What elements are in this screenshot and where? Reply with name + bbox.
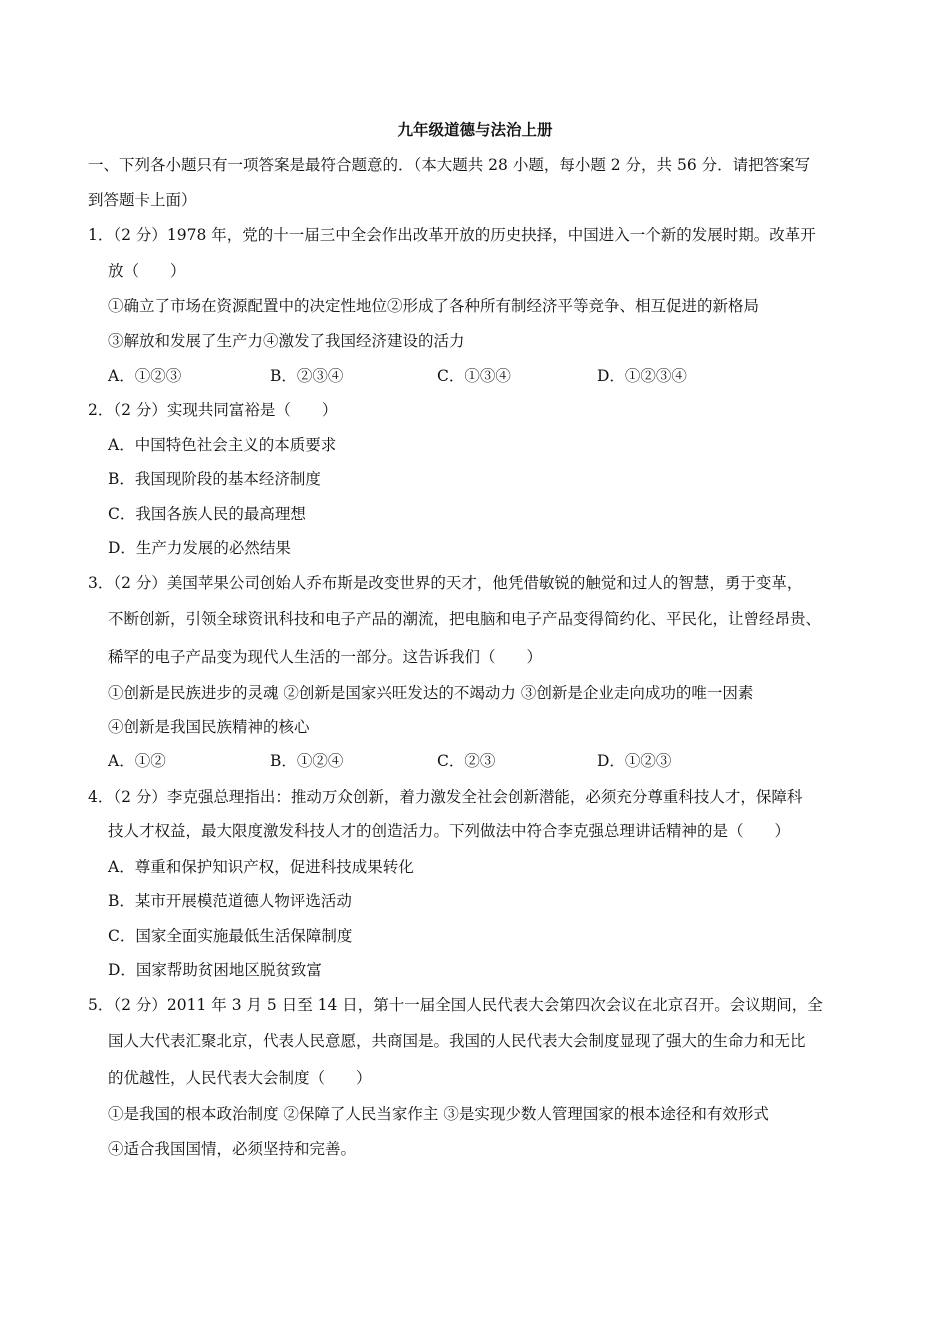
option-a: A．①②③	[108, 367, 182, 385]
question-text: 5．（2 分）2011 年 3 月 5 日至 14 日，第十一届全国人民代表大会第四次会议在北京召开。会议期间，全	[88, 996, 823, 1014]
option-d: D．①②③④	[597, 367, 687, 385]
question-statement: ①是我国的根本政治制度 ②保障了人民当家作主 ③是实现少数人管理国家的根本途径和有效形式	[108, 1105, 769, 1123]
option-a: A．尊重和保护知识产权，促进科技成果转化	[108, 858, 414, 876]
question-text: 4．（2 分）李克强总理指出：推动万众创新，着力激发全社会创新潜能，必须充分尊重科技人才，保障科	[88, 788, 803, 806]
option-c: C．我国各族人民的最高理想	[108, 505, 306, 523]
option-b: B．某市开展模范道德人物评选活动	[108, 892, 352, 910]
question-text: 的优越性，人民代表大会制度（ ）	[108, 1069, 372, 1087]
question-statement: ①创新是民族进步的灵魂 ②创新是国家兴旺发达的不竭动力 ③创新是企业走向成功的唯一因素	[108, 684, 754, 702]
question-text: 稀罕的电子产品变为现代人生活的一部分。这告诉我们（ ）	[108, 648, 543, 666]
section-instruction-line: 一、下列各小题只有一项答案是最符合题意的．（本大题共 28 小题，每小题 2 分，共 56 分．请把答案写	[88, 156, 811, 174]
question-text: 1．（2 分）1978 年，党的十一届三中全会作出改革开放的历史抉择，中国进入一个新的发展时期。改革开	[88, 226, 816, 244]
option-b: B．我国现阶段的基本经济制度	[108, 470, 321, 488]
option-a: A．中国特色社会主义的本质要求	[108, 436, 337, 454]
question-text: 3．（2 分）美国苹果公司创始人乔布斯是改变世界的天才，他凭借敏锐的触觉和过人的智慧，勇于变革，	[88, 574, 803, 592]
page-title: 九年级道德与法治上册	[397, 120, 553, 139]
option-d: D．生产力发展的必然结果	[108, 539, 291, 557]
question-statement: ④创新是我国民族精神的核心	[108, 718, 310, 736]
option-c: C．①③④	[437, 367, 511, 385]
option-a: A．①②	[108, 752, 166, 770]
question-text: 国人大代表汇聚北京，代表人民意愿，共商国是。我国的人民代表大会制度显现了强大的生命力和无比	[108, 1032, 806, 1050]
section-instruction-line: 到答题卡上面）	[88, 191, 197, 209]
question-statement: ④适合我国国情，必须坚持和完善。	[108, 1140, 357, 1158]
question-text: 放（ ）	[108, 262, 186, 280]
question-text: 2．（2 分）实现共同富裕是（ ）	[88, 401, 338, 419]
option-b: B．①②④	[270, 752, 344, 770]
question-statement: ③解放和发展了生产力④激发了我国经济建设的活力	[108, 332, 465, 350]
option-c: C．②③	[437, 752, 496, 770]
question-text: 不断创新，引领全球资讯科技和电子产品的潮流，把电脑和电子产品变得简约化、平民化，让曾经昂贵、	[108, 610, 822, 628]
option-b: B．②③④	[270, 367, 344, 385]
option-d: D．国家帮助贫困地区脱贫致富	[108, 961, 322, 979]
question-statement: ①确立了市场在资源配置中的决定性地位②形成了各种所有制经济平等竞争、相互促进的新格局	[108, 297, 760, 315]
question-text: 技人才权益，最大限度激发科技人才的创造活力。下列做法中符合李克强总理讲话精神的是（ ）	[108, 822, 791, 840]
option-c: C．国家全面实施最低生活保障制度	[108, 927, 353, 945]
option-d: D．①②③	[597, 752, 672, 770]
